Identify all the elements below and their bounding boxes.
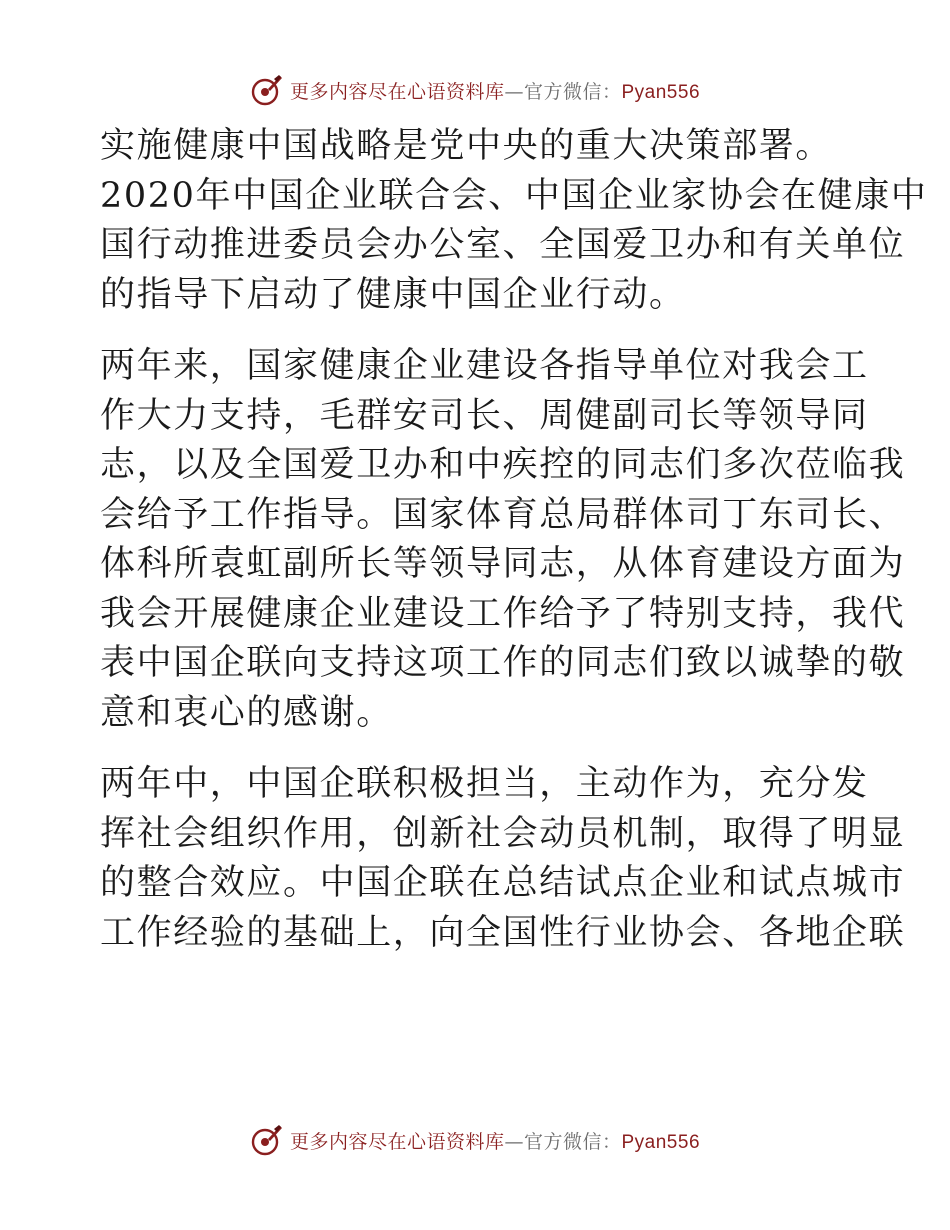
watermark-text [290, 77, 700, 104]
text-line: 两年来，国家健康企业建设各指导单位对我会工 [100, 346, 869, 386]
watermark-main-text: 更多内容尽在心语资料库 [289, 1130, 505, 1153]
watermark-text [290, 1127, 700, 1154]
text-line: 意和衷心的感谢。 [100, 692, 393, 733]
document-body [100, 122, 928, 980]
text-line: 实施健康中国战略是党中央的重大决策部署。 [100, 126, 833, 166]
feather-pen-logo-icon [250, 73, 284, 107]
text-line: 体科所袁虹副所长等领导同志，从体育建设方面为 [100, 544, 906, 584]
text-line: 国行动推进委员会办公室、全国爱卫办和有关单位 [100, 225, 906, 265]
watermark-main-text: 更多内容尽在心语资料库 [289, 80, 505, 103]
watermark-wechat-id: Pyan556 [621, 81, 701, 103]
text-line: 我会开展健康企业建设工作给予了特别支持，我代 [100, 593, 906, 634]
text-line: 工作经验的基础上，向全国性行业协会、各地企联 [100, 912, 906, 953]
text-line: 的指导下启动了健康中国企业行动。 [100, 274, 686, 315]
text-line: 表中国企联向支持这项工作的同志们致以诚挚的敬 [100, 643, 906, 683]
paragraph-1 [100, 122, 928, 320]
watermark-wechat-label: 官方微信： [523, 80, 622, 103]
text-line: 挥社会组织作用，创新社会动员机制，取得了明显 [100, 813, 906, 854]
watermark-wechat-id: Pyan556 [621, 1131, 701, 1153]
text-line: 两年中，中国企联积极担当，主动作为，充分发 [100, 764, 869, 804]
paragraph-3 [100, 760, 906, 958]
paragraph-2 [100, 342, 906, 738]
feather-pen-logo-icon [250, 1123, 284, 1157]
text-line: 的整合效应。中国企联在总结试点企业和试点城市 [100, 863, 906, 903]
text-line: 2020年中国企业联合会、中国企业家协会在健康中 [100, 175, 928, 216]
text-line: 志，以及全国爱卫办和中疾控的同志们多次莅临我 [100, 445, 906, 485]
header-watermark-banner [0, 70, 950, 110]
footer-watermark-banner [0, 1120, 950, 1160]
text-line: 作大力支持，毛群安司长、周健副司长等领导同 [100, 395, 869, 436]
text-line: 会给予工作指导。国家体育总局群体司丁东司长、 [100, 494, 906, 535]
watermark-dash: — [504, 1130, 524, 1153]
watermark-wechat-label: 官方微信： [523, 1130, 622, 1153]
watermark-dash: — [504, 80, 524, 103]
